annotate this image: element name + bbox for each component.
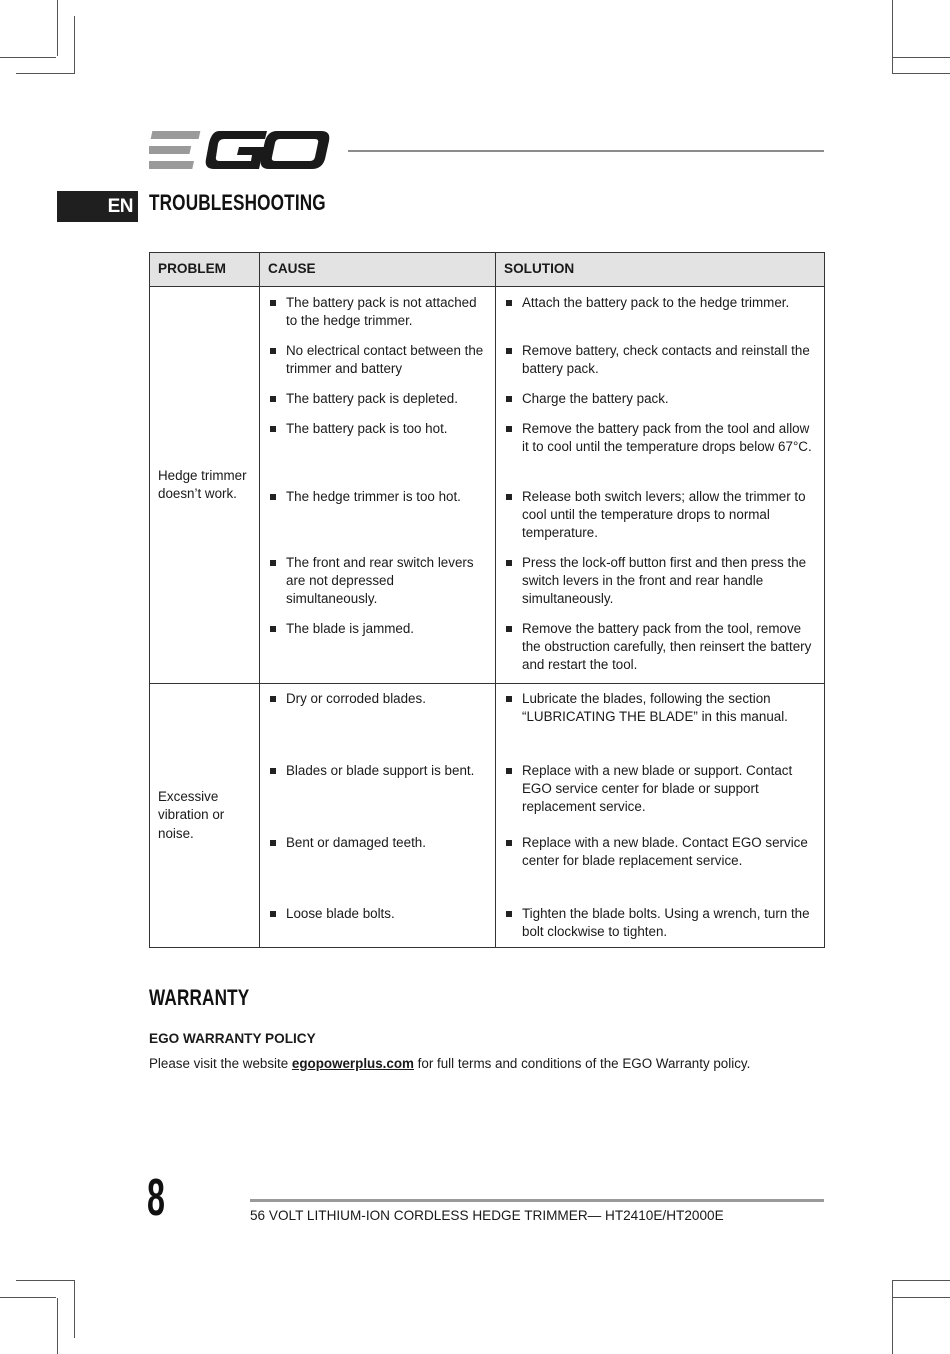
header-rule	[348, 150, 824, 152]
solution-item: Remove the battery pack from the tool, remove the obstruction carefully, then reinsert the battery and restart the tool.	[506, 620, 816, 675]
ego-logo	[149, 128, 333, 172]
warranty-link[interactable]: egopowerplus.com	[291, 1056, 414, 1071]
cause-cell	[260, 287, 496, 684]
solution-item: Remove battery, check contacts and reinstall the battery pack.	[506, 342, 816, 378]
problem-cell: Hedge trimmer doesn’t work.	[150, 287, 260, 684]
crop-mark	[57, 0, 58, 56]
crop-mark	[74, 1280, 75, 1338]
crop-mark	[892, 1280, 893, 1354]
solution-item: Replace with a new blade or support. Contact EGO service center for blade or support replacement service.	[506, 762, 816, 817]
warranty-text-after: for full terms and conditions of the EGO Warranty policy.	[413, 1056, 751, 1071]
solution-item: Tighten the blade bolts. Using a wrench, turn the bolt clockwise to tighten.	[506, 905, 816, 941]
cause-item: No electrical contact between the trimmer and battery	[270, 342, 487, 378]
cause-item: Blades or blade support is bent.	[270, 762, 487, 780]
solution-item: Attach the battery pack to the hedge trimmer.	[506, 294, 816, 312]
cause-item: The front and rear switch levers are not depressed simultaneously.	[270, 554, 487, 609]
problem-header: PROBLEM	[150, 253, 260, 287]
solution-item: Remove the battery pack from the tool and allow it to cool until the temperature drops below 67°C.	[506, 420, 816, 456]
warranty-text	[149, 1056, 750, 1071]
warranty-title: WARRANTY	[149, 985, 250, 1010]
solution-item: Release both switch levers; allow the trimmer to cool until the temperature drops to normal temperature.	[506, 488, 816, 543]
troubleshooting-title: TROUBLESHOOTING	[149, 190, 326, 215]
cause-cell	[260, 684, 496, 948]
crop-mark	[0, 57, 56, 58]
table-row	[150, 287, 825, 684]
crop-mark	[892, 57, 950, 58]
cause-item: Bent or damaged teeth.	[270, 834, 487, 852]
solution-item: Press the lock-off button first and then press the switch levers in the front and rear handle simultaneously.	[506, 554, 816, 609]
crop-mark	[0, 1297, 56, 1298]
crop-mark	[16, 73, 74, 74]
crop-mark	[892, 1280, 950, 1281]
solution-header: SOLUTION	[496, 253, 825, 287]
warranty-text-before: Please visit the website	[149, 1056, 292, 1071]
crop-mark	[892, 0, 893, 74]
cause-header: CAUSE	[260, 253, 496, 287]
crop-mark	[892, 1297, 950, 1298]
cause-item: The battery pack is not attached to the hedge trimmer.	[270, 294, 487, 330]
cause-item: The hedge trimmer is too hot.	[270, 488, 487, 506]
footer-product-title: 56 VOLT LITHIUM-ION CORDLESS HEDGE TRIMMER— HT2410E/HT2000E	[250, 1208, 724, 1223]
table-row	[150, 684, 825, 948]
crop-mark	[57, 1298, 58, 1354]
table-header-row	[150, 253, 825, 287]
solution-item: Replace with a new blade. Contact EGO service center for blade replacement service.	[506, 834, 816, 870]
language-tab: EN	[57, 191, 138, 222]
crop-mark	[74, 16, 75, 74]
cause-item: The battery pack is depleted.	[270, 390, 487, 408]
solution-cell	[496, 287, 825, 684]
solution-item: Charge the battery pack.	[506, 390, 816, 408]
cause-item: The battery pack is too hot.	[270, 420, 487, 438]
cause-item: Loose blade bolts.	[270, 905, 487, 923]
warranty-policy-title: EGO WARRANTY POLICY	[149, 1031, 316, 1046]
problem-cell: Excessive vibration or noise.	[150, 684, 260, 948]
solution-cell	[496, 684, 825, 948]
troubleshooting-table	[149, 252, 825, 948]
page-number: 8	[147, 1169, 165, 1227]
crop-mark	[892, 73, 950, 74]
cause-item: Dry or corroded blades.	[270, 690, 487, 708]
crop-mark	[16, 1280, 74, 1281]
solution-item: Lubricate the blades, following the section “LUBRICATING THE BLADE” in this manual.	[506, 690, 816, 726]
footer-rule	[250, 1199, 824, 1202]
cause-item: The blade is jammed.	[270, 620, 487, 638]
